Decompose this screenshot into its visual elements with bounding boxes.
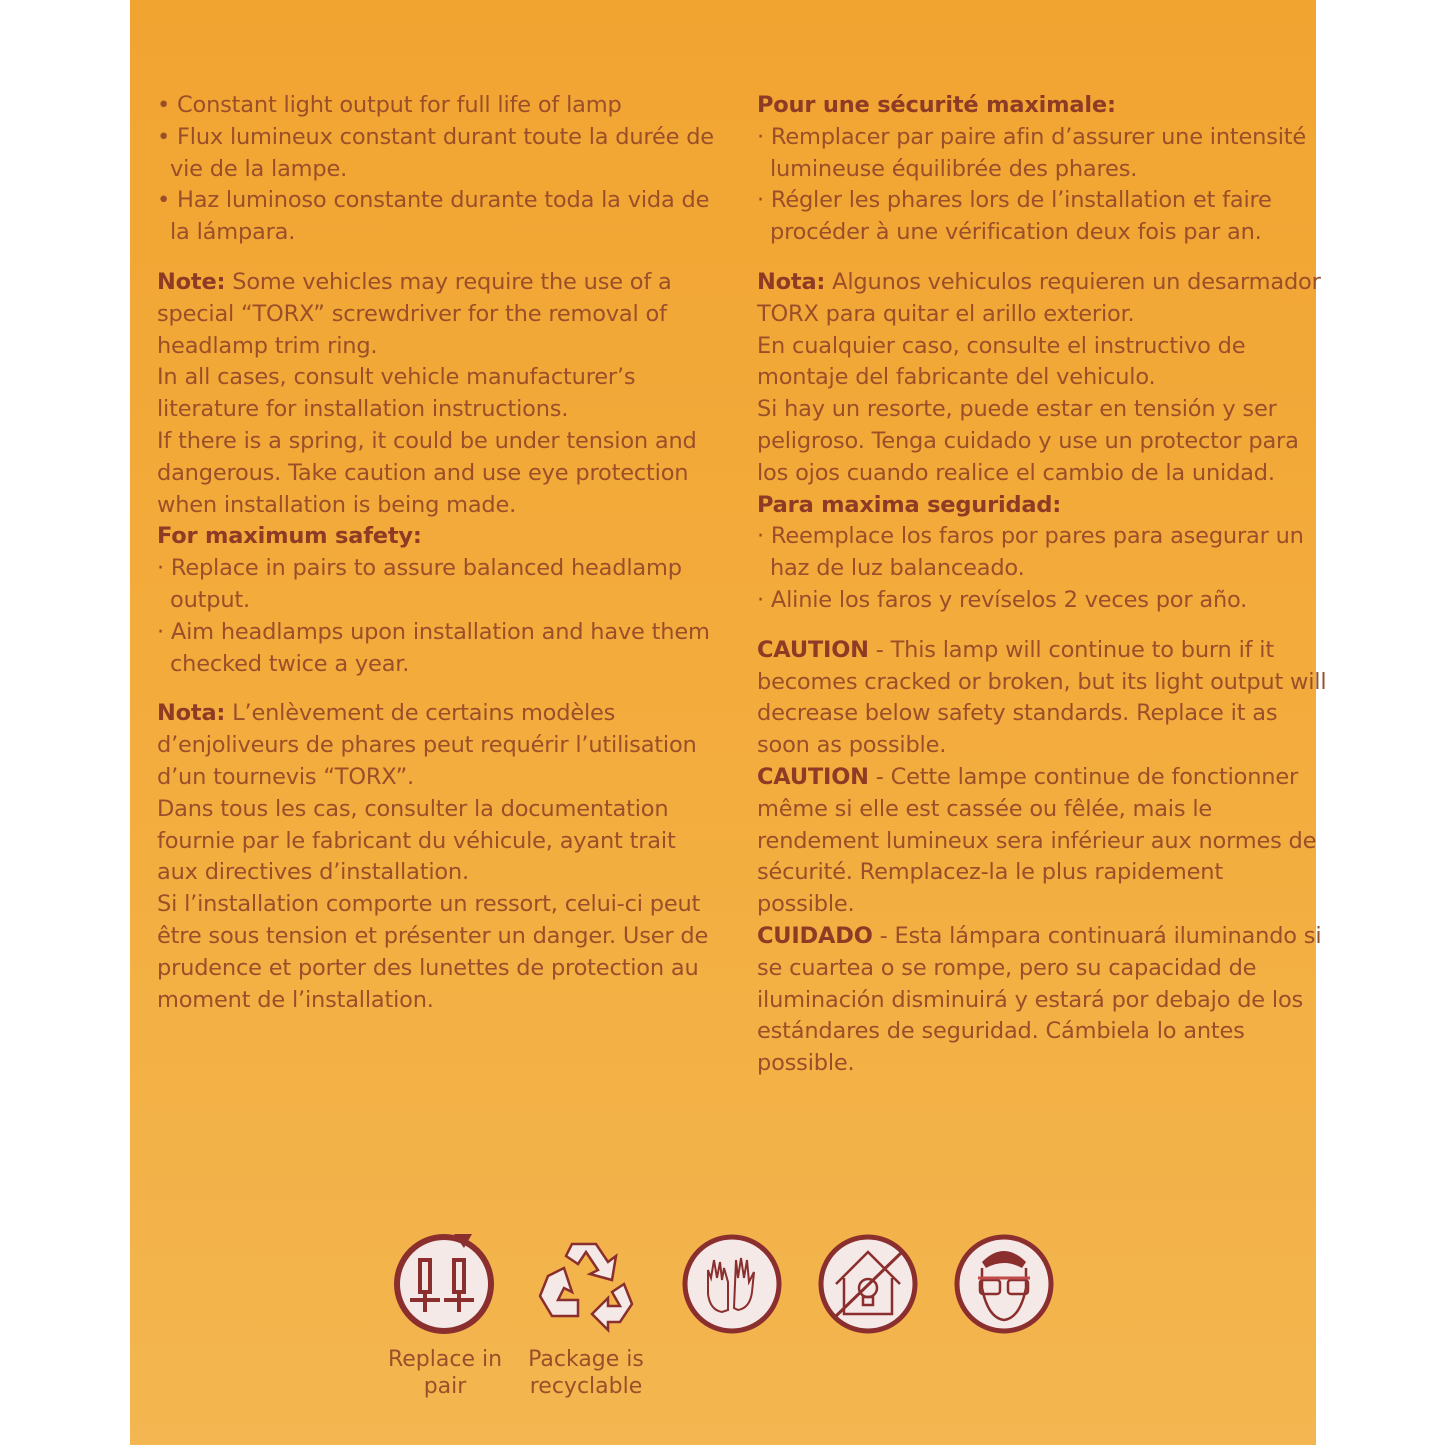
recyclable-label: Package is recyclable [528,1347,644,1399]
note-es: Nota: Algunos vehiculos requieren un desarmador TORX para quitar el arillo exterior. [757,268,1321,327]
left-column [157,90,717,1016]
note-en: Note: Some vehicles may require the use of a special “TORX” screwdriver for the removal of headlamp trim ring. [157,268,672,359]
bullet-fr: • Flux lumineux constant durant toute la durée de vie de la lampe. [157,123,714,182]
replace-in-pair-label: Replace in pair [387,1347,503,1399]
bullet-en: • Constant light output for full life of lamp [157,92,622,118]
safety-fr-item: · Remplacer par paire afin d’assurer une intensité lumineuse équilibrée des phares. [757,123,1307,182]
safety-fr-item: · Régler les phares lors de l’installation et faire procéder à une vérification deux fois par an. [757,187,1272,246]
note-es-p2: En cualquier caso, consulte el instructivo de montaje del fabricante del vehiculo. [757,332,1246,391]
right-column [757,90,1327,1080]
note-fr-p2: Dans tous les cas, consulter la documentation fournie par le fabricant du véhicule, ayant trait aux directives d’installation. [157,795,676,886]
caution-fr: CAUTION - Cette lampe continue de fonctionner même si elle est cassée ou fêlée, mais le rendement lumineux sera inférieur aux normes de sécurité. Remplacez-la le plus rapidement possible. [757,763,1317,918]
no-indoor-icon [816,1232,920,1336]
eye-protection-icon [952,1232,1056,1336]
note-en-p3: If there is a spring, it could be under tension and dangerous. Take caution and use eye protection when installation is being made. [157,427,697,518]
note-es-p3: Si hay un resorte, puede estar en tensión y ser peligroso. Tenga cuidado y use un protector para los ojos cuando realice el cambio de la unidad. [757,396,1299,486]
safety-fr-heading: Pour une sécurité maximale: [757,92,1116,118]
recycle-icon [534,1232,638,1336]
safety-es-item: · Alinie los faros y revíselos 2 veces por año. [757,586,1248,613]
safety-en-heading: For maximum safety: [157,523,422,550]
safety-en-item: · Replace in pairs to assure balanced headlamp output. [157,555,682,613]
replace-in-pair-icon [392,1232,496,1336]
safety-es-heading: Para maxima seguridad: [757,491,1062,518]
caution-es: CUIDADO - Esta lámpara continuará iluminando si se cuartea o se rompe, pero su capacidad de iluminación disminuirá y estará por debajo de los estándares de seguridad. Cámbiela lo antes possible. [757,922,1322,1077]
safety-en-item: · Aim headlamps upon installation and have them checked twice a year. [157,618,710,677]
note-fr-p3: Si l’installation comporte un ressort, celui-ci peut être sous tension et présenter un danger. User de prudence et porter des lunettes de protection au moment de l’installation. [157,891,709,1013]
note-en-p2: In all cases, consult vehicle manufacturer’s literature for installation instructions. [157,364,636,423]
bullet-es: • Haz luminoso constante durante toda la vida de la lámpara. [157,187,710,246]
safety-es-item: · Reemplace los faros por pares para asegurar un haz de luz balanceado. [757,523,1304,582]
note-fr: Nota: L’enlèvement de certains modèles d’enjoliveurs de phares peut requérir l’utilisation d’un tournevis “TORX”. [157,700,697,790]
caution-en: CAUTION - This lamp will continue to burn if it becomes cracked or broken, but its light output will decrease below safety standards. Replace it as soon as possible. [757,636,1327,759]
gloves-icon [680,1232,784,1336]
